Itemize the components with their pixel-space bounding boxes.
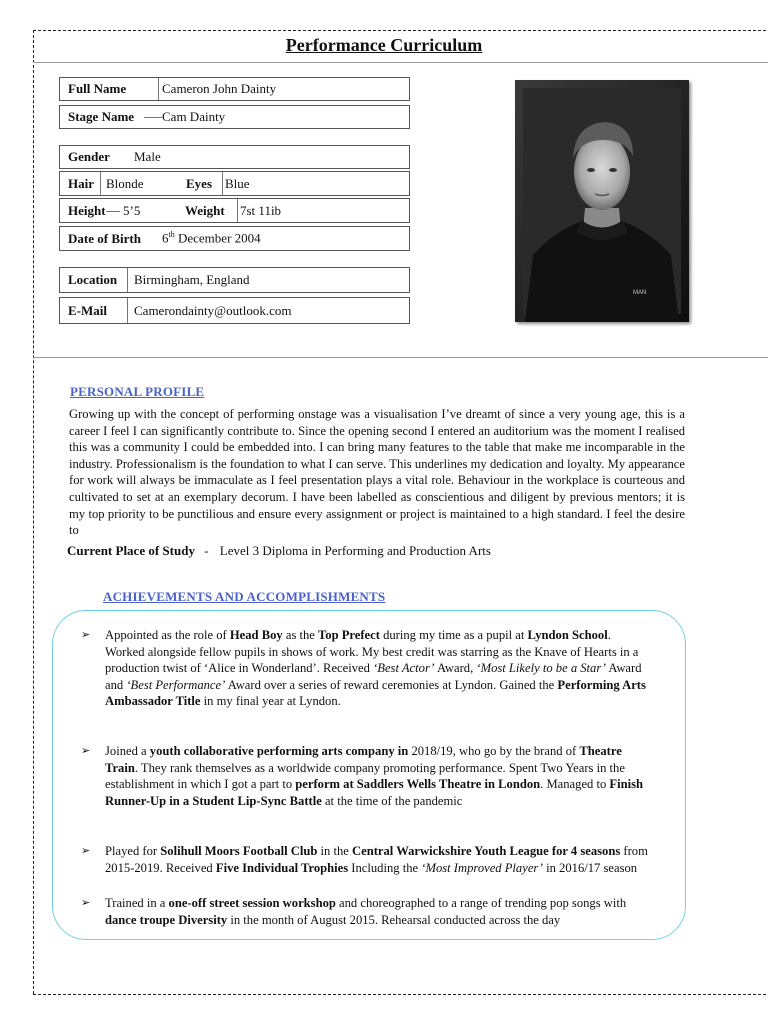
current-study — [67, 543, 491, 559]
location-label: Location — [68, 272, 118, 287]
study-value: Level 3 Diploma in Performing and Production Arts — [219, 543, 491, 558]
email-row — [59, 297, 410, 324]
page-border-top — [33, 30, 766, 31]
location-row — [59, 267, 410, 293]
achievement-item-football: ➢ Played for Solihull Moors Football Club in the Central Warwickshire Youth League for 4 seasons from 2015-2019. Received Five Individual Trophies Including the ‘Most Improved Player’ in 2016/17 season — [81, 844, 655, 875]
personal-profile-heading: PERSONAL PROFILE — [70, 384, 205, 399]
study-label: Current Place of Study — [67, 543, 195, 558]
svg-text:MAN: MAN — [633, 290, 647, 296]
stage-name-value: Cam Dainty — [162, 109, 226, 124]
arrow-bullet-icon: ➢ — [81, 629, 91, 641]
page-border-left — [33, 30, 34, 994]
achievement-item-dance: ➢ Trained in a one-off street session workshop and choreographed to a range of trending pop songs with dance troupe Diversity in the month of August 2015. Rehearsal conducted across the day — [81, 896, 627, 927]
eyes-value: Blue — [225, 175, 250, 191]
gender-row — [59, 145, 410, 169]
full-name-value: Cameron John Dainty — [162, 81, 277, 96]
title-divider — [33, 62, 768, 63]
personal-profile-text: Growing up with the concept of performing onstage was a visualisation I’ve dreamt of since a very young age, this is a career I feel I can significantly contribute to. Since the opening second I entered an auditorium was the moment I realised this was a community I could be embedded into. I can bring many features to the table that make me incomparable in the industry. Professionalism is the foundation to what I can serve. This underlines my dedication and loyalty. My appearance for work will always be immaculate as I feel presentation plays a vital role. Behaviour in the workplace is courteous and cultivated to set at an exemplary decorum. I have been labelled as conscientious and diligent by previous mentors; it is my top priority to be punctilious and ensure every assignment or project is maintained to a high standard. I feel the desire to — [69, 407, 685, 538]
hair-value: Blonde — [106, 175, 144, 191]
page-title: Performance Curriculum — [285, 35, 483, 55]
full-name-label: Full Name — [68, 81, 127, 96]
email-label: E-Mail — [68, 302, 107, 318]
arrow-bullet-icon: ➢ — [81, 845, 91, 857]
achievements-heading: ACHIEVEMENTS AND ACCOMPLISHMENTS — [103, 589, 386, 604]
hair-label: Hair — [68, 175, 94, 191]
header-divider — [33, 357, 768, 358]
hair-eyes-row — [59, 171, 410, 196]
arrow-bullet-icon: ➢ — [81, 745, 91, 757]
height-weight-row — [59, 198, 410, 223]
gender-label: Gender — [68, 149, 110, 164]
email-value: Camerondainty@outlook.com — [134, 302, 292, 318]
achievement-item-school: ➢ Appointed as the role of Head Boy as the Top Prefect during my time as a pupil at Lyndon School. Worked alongside fellow pupils in shows of work. My best credit was starring as the Knave of Hearts in a production twist of ‘Alice in Wonderland’. Received ‘Best Actor’ Award, ‘Most Likely to be a Star’ Award and ‘Best Performance’ Award over a series of reward ceremonies at Lyndon. Gained the Performing Arts Ambassador Title in my final year at Lyndon. — [81, 628, 677, 709]
height-label: Height — [68, 202, 106, 218]
eyes-label: Eyes — [186, 175, 212, 191]
location-value: Birmingham, England — [134, 272, 250, 287]
headshot-photo — [515, 80, 689, 322]
dob-label: Date of Birth — [68, 230, 141, 246]
height-value: 5’5 — [123, 202, 141, 218]
arrow-bullet-icon: ➢ — [81, 897, 91, 909]
page-border-bottom — [33, 994, 766, 995]
dob-row — [59, 226, 410, 251]
achievement-item-theatre-train: ➢ Joined a youth collaborative performing arts company in 2018/19, who go by the brand of Theatre Train. They rank themselves as a worldwide company promoting performance. Spent Two Years in the establishment in which I got a part to perform at Saddlers Wells Theatre in London. Managed to Finish Runner-Up in a Student Lip-Sync Battle at the time of the pandemic — [81, 744, 644, 808]
dob-value: 6th December 2004 — [162, 230, 261, 246]
stage-name-row — [59, 105, 410, 129]
gender-value: Male — [134, 149, 161, 164]
weight-value: 7st 11ib — [240, 202, 282, 218]
study-dash: - — [204, 543, 209, 558]
weight-label: Weight — [185, 202, 225, 218]
stage-name-label: Stage Name — [68, 109, 135, 124]
full-name-row — [59, 77, 410, 101]
